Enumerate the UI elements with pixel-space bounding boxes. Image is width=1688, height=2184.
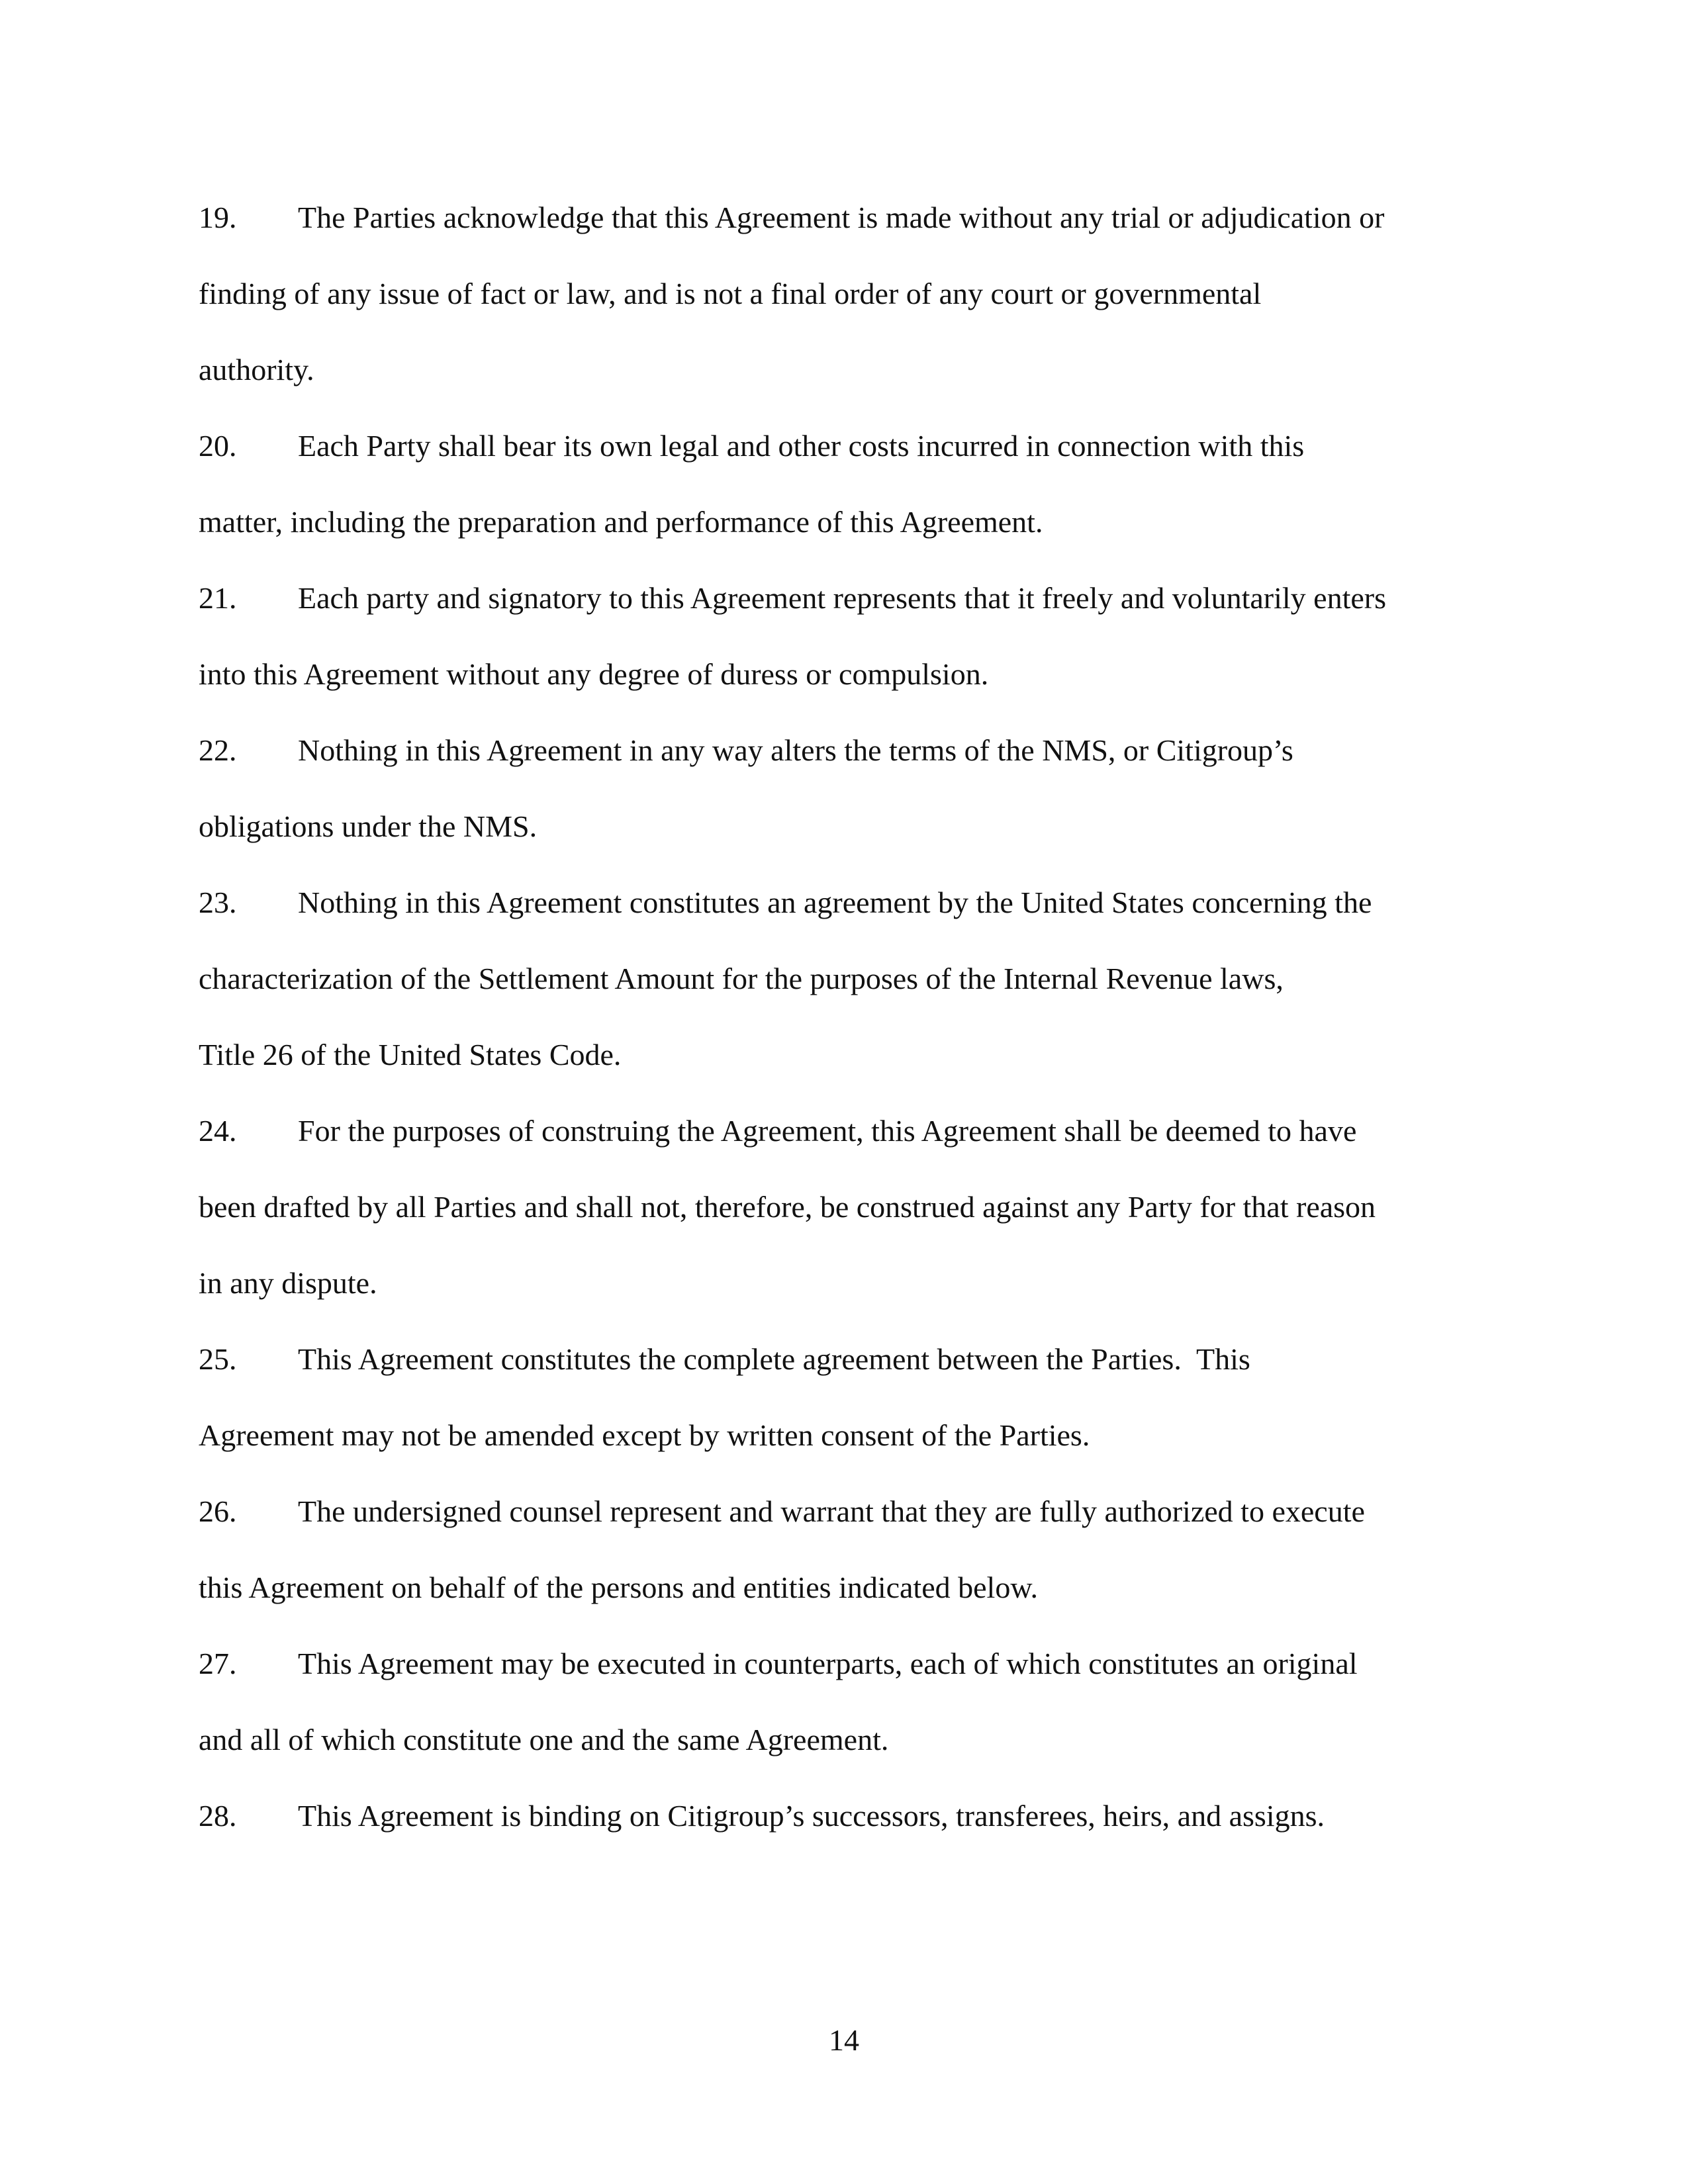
paragraph-text: This Agreement constitutes the complete agreement between the Parties. This [298, 1342, 1250, 1376]
paragraph-text: Nothing in this Agreement constitutes an agreement by the United States concerning the [298, 886, 1372, 919]
paragraph-24-line-1 [199, 1116, 1356, 1146]
paragraph-25-line-2: Agreement may not be amended except by written consent of the Parties. [199, 1418, 1090, 1452]
paragraph-number: 27. [199, 1647, 237, 1680]
paragraph-21-line-1 [199, 583, 1386, 614]
paragraph-number: 20. [199, 429, 237, 463]
paragraph-24-line-3: in any dispute. [199, 1266, 377, 1300]
paragraph-22-line-1 [199, 735, 1293, 766]
paragraph-number: 23. [199, 886, 237, 919]
paragraph-20-line-2: matter, including the preparation and performance of this Agreement. [199, 505, 1043, 539]
paragraph-20-line-1 [199, 431, 1304, 461]
paragraph-number: 25. [199, 1342, 237, 1376]
paragraph-23-line-1 [199, 887, 1372, 918]
paragraph-number: 19. [199, 201, 237, 234]
paragraph-text: The Parties acknowledge that this Agreement is made without any trial or adjudication or [298, 201, 1385, 234]
paragraph-19-line-2: finding of any issue of fact or law, and is not a final order of any court or governmental [199, 277, 1262, 310]
paragraph-23-line-3: Title 26 of the United States Code. [199, 1038, 622, 1071]
paragraph-22-line-2: obligations under the NMS. [199, 809, 538, 843]
paragraph-27-line-2: and all of which constitute one and the same Agreement. [199, 1723, 889, 1756]
paragraph-19-line-3: authority. [199, 353, 314, 387]
paragraph-text: This Agreement may be executed in counterparts, each of which constitutes an original [298, 1647, 1358, 1680]
paragraph-26-line-2: this Agreement on behalf of the persons and entities indicated below. [199, 1570, 1039, 1604]
paragraph-text: Each Party shall bear its own legal and other costs incurred in connection with this [298, 429, 1305, 463]
paragraph-25-line-1 [199, 1344, 1250, 1375]
paragraph-text: Each party and signatory to this Agreement represents that it freely and voluntarily enters [298, 581, 1386, 615]
paragraph-number: 21. [199, 581, 237, 615]
page-number: 14 [829, 2023, 859, 2057]
paragraph-text: The undersigned counsel represent and warrant that they are fully authorized to execute [298, 1494, 1365, 1528]
paragraph-26-line-1 [199, 1496, 1365, 1527]
paragraph-23-line-2: characterization of the Settlement Amount for the purposes of the Internal Revenue laws, [199, 962, 1284, 995]
paragraph-number: 26. [199, 1494, 237, 1528]
paragraph-27-line-1 [199, 1649, 1358, 1679]
paragraph-text: For the purposes of construing the Agreement, this Agreement shall be deemed to have [298, 1114, 1357, 1148]
paragraph-number: 24. [199, 1114, 237, 1148]
paragraph-28-line-1 [199, 1801, 1325, 1831]
paragraph-text: This Agreement is binding on Citigroup’s successors, transferees, heirs, and assigns. [298, 1799, 1325, 1833]
paragraph-24-line-2: been drafted by all Parties and shall not, therefore, be construed against any Party for that reason [199, 1190, 1376, 1224]
paragraph-text: Nothing in this Agreement in any way alters the terms of the NMS, or Citigroup’s [298, 733, 1293, 767]
paragraph-19-line-1 [199, 203, 1385, 233]
paragraph-number: 22. [199, 733, 237, 767]
paragraph-21-line-2: into this Agreement without any degree of duress or compulsion. [199, 657, 989, 691]
paragraph-number: 28. [199, 1799, 237, 1833]
